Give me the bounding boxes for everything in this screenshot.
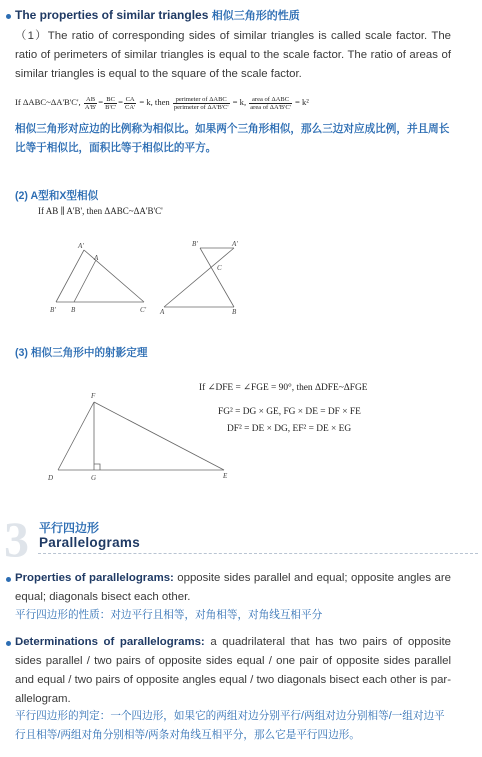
label-D: D xyxy=(48,474,54,482)
bullet-dot xyxy=(6,14,11,19)
section-number: 3 xyxy=(4,511,29,567)
label-x-A: A xyxy=(160,308,165,316)
section-divider xyxy=(38,553,478,554)
scale-factor-formula: If ΔABC~ΔA'B'C', $\frac{AB}{A'B'}$ = $\frac{BC}{B'C'}$ = $\frac{CA}{CA'}$ = k, then $\frac{\text{perimeter of ΔABC}}{\text{perimeter of ΔA'B'C'}}$ = k, $\frac{\text{area of ΔABC}}{\text{area of ΔA'B'C'}}$ = k² xyxy=(15,95,309,111)
diag-a1-a xyxy=(164,248,234,307)
determinations-text: a quadrilateral that has two pairs of opposite sides parallel / two pairs of opposite sides equal / one pair of opposite sides parallel and equal / two pairs of opposite angles equal / two diagonals bisect each other is par-allelogram. xyxy=(15,636,452,705)
label-G: G xyxy=(91,474,97,482)
label-F: F xyxy=(91,392,96,400)
similar-title-cn: 相似三角形的性质 xyxy=(211,10,300,22)
a-type-similarity-figure xyxy=(40,238,170,318)
label-B: B xyxy=(71,306,76,314)
determinations-paragraph xyxy=(15,633,451,709)
item2-formula: If AB ∥ A'B', then ΔABC~ΔA'B'C' xyxy=(38,206,163,216)
bullet-dot xyxy=(6,641,11,646)
determinations-label: Determinations of parallelograms: xyxy=(15,636,205,648)
bullet-dot xyxy=(6,577,11,582)
leg-fe xyxy=(94,402,224,470)
projection-formula-3: DF² = DE × DG, EF² = DE × EG xyxy=(227,424,352,434)
similar-title-en: The properties of similar triangles xyxy=(15,8,209,22)
label-x-B1: B' xyxy=(192,240,198,248)
item1-paragraph xyxy=(15,27,451,84)
label-x-C: C xyxy=(217,264,222,272)
label-E: E xyxy=(223,472,228,480)
item1-text: The ratio of corresponding sides of similar triangles is called scale factor. The ratio of perimeters of similar triangles is equal to the scale factor. The ratio of areas of similar triangles is equal to the square of the scale factor. xyxy=(15,30,451,80)
fraction: $\frac{\text{area of ΔABC}}{\text{area of ΔA'B'C'}}$ xyxy=(250,95,291,111)
fraction: $\frac{AB}{A'B'}$ xyxy=(84,95,97,111)
side-a1-b1 xyxy=(56,250,84,302)
label-x-B: B xyxy=(232,308,237,316)
fraction: $\frac{CA}{CA'}$ xyxy=(124,95,136,111)
fraction: $\frac{\text{perimeter of ΔABC}}{\text{perimeter of ΔA'B'C'}}$ xyxy=(173,95,229,111)
right-angle-mark xyxy=(94,464,100,470)
properties-label: Properties of parallelograms: xyxy=(15,572,174,584)
item2-heading: (2) A型和X型相似 xyxy=(15,190,99,202)
properties-cn: 平行四边形的性质：对边平行且相等，对角相等，对角线互相平分 xyxy=(15,609,323,621)
label-C1: C' xyxy=(140,306,147,314)
label-A1: A' xyxy=(78,242,84,250)
label-A: A xyxy=(94,254,99,262)
side-a-b xyxy=(74,260,96,302)
item3-heading: (3) 相似三角形中的射影定理 xyxy=(15,347,148,359)
section-title-en: Parallelograms xyxy=(39,535,141,550)
side-a1-c1 xyxy=(84,250,144,302)
properties-paragraph xyxy=(15,569,451,607)
right-triangle-projection-figure xyxy=(48,390,238,482)
label-B1: B' xyxy=(50,306,56,314)
determinations-cn: 平行四边形的判定：一个四边形，如果它的两组对边分别平行/两组对边分别相等/一组对边平行且相等/两组对角分别相等/两条对角线互相平分，那么它是平行四边形。 xyxy=(15,710,445,741)
label-x-A1: A' xyxy=(232,240,238,248)
item1-number: （1） xyxy=(15,30,48,42)
projection-formula-2: FG² = DG × GE, FG × DE = DF × FE xyxy=(218,407,361,417)
fraction: $\frac{BC}{B'C'}$ xyxy=(105,95,117,111)
properties-text: opposite sides parallel and equal; opposite angles are equal; diagonals bisect each other. xyxy=(15,572,451,603)
similar-cn-note: 相似三角形对应边的比例称为相似比。如果两个三角形相似，那么三边对应成比例，并且周长比等于相似比，面积比等于相似比的平方。 xyxy=(15,123,450,154)
similar-title xyxy=(15,7,300,23)
section-title-cn: 平行四边形 xyxy=(39,521,100,535)
leg-df xyxy=(58,402,94,470)
diag-b1-b xyxy=(200,248,234,307)
projection-formula-1: If ∠DFE = ∠FGE = 90°, then ΔDFE~ΔFGE xyxy=(199,383,368,393)
